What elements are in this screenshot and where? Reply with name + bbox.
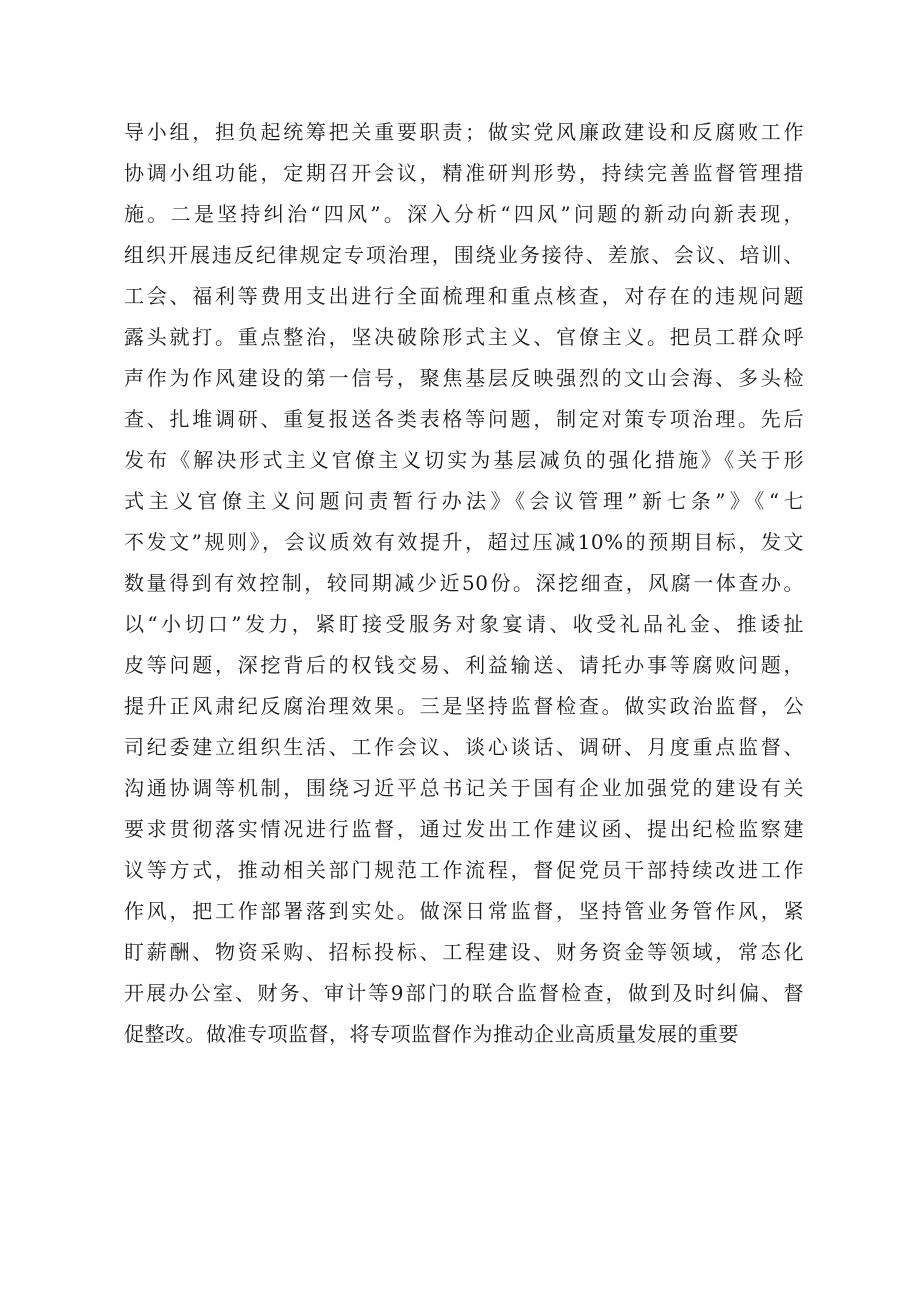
text-line: 组织开展违反纪律规定专项治理，围绕业务接待、差旅、会议、培训、 [124,243,804,267]
text-line: 工会、福利等费用支出进行全面梳理和重点核查，对存在的违规问题 [124,284,804,308]
text-line: 以“小切口”发力，紧盯接受服务对象宴请、收受礼品礼金、推诿扯 [124,612,804,636]
body-paragraph [124,112,804,1055]
text-line: 作风，把工作部署落到实处。做深日常监督，坚持管业务管作风，紧 [124,899,804,923]
text-line: 查、扎堆调研、重复报送各类表格等问题，制定对策专项治理。先后 [124,407,804,431]
text-line: 促整改。做准专项监督，将专项监督作为推动企业高质量发展的重要 [124,1022,739,1046]
text-line: 露头就打。重点整治，坚决破除形式主义、官僚主义。把员工群众呼 [124,325,804,349]
text-line: 声作为作风建设的第一信号，聚焦基层反映强烈的文山会海、多头检 [124,366,804,390]
text-line: 沟通协调等机制，围绕习近平总书记关于国有企业加强党的建设有关 [124,776,804,800]
text-line: 开展办公室、财务、审计等9部门的联合监督检查，做到及时纠偏、督 [124,981,804,1005]
text-line: 施。二是坚持纠治“四风”。深入分析“四风”问题的新动向新表现， [124,202,804,226]
text-line: 提升正风肃纪反腐治理效果。三是坚持监督检查。做实政治监督，公 [124,694,804,718]
text-line: 不发文”规则》，会议质效有效提升，超过压减10%的预期目标，发文 [124,530,804,554]
text-line: 盯薪酬、物资采购、招标投标、工程建设、财务资金等领域，常态化 [124,940,804,964]
text-line: 式主义官僚主义问题问责暂行办法》《会议管理”新七条”》《“七 [124,489,804,513]
text-line: 发布《解决形式主义官僚主义切实为基层减负的强化措施》《关于形 [124,448,804,472]
text-line: 数量得到有效控制，较同期减少近50份。深挖细查，风腐一体查办。 [124,571,804,595]
text-line: 议等方式，推动相关部门规范工作流程，督促党员干部持续改进工作 [124,858,804,882]
text-line: 皮等问题，深挖背后的权钱交易、利益输送、请托办事等腐败问题， [124,653,804,677]
text-line: 协调小组功能，定期召开会议，精准研判形势，持续完善监督管理措 [124,161,804,185]
text-line: 导小组，担负起统筹把关重要职责；做实党风廉政建设和反腐败工作 [124,120,804,144]
text-line: 司纪委建立组织生活、工作会议、谈心谈话、调研、月度重点监督、 [124,735,804,759]
text-line: 要求贯彻落实情况进行监督，通过发出工作建议函、提出纪检监察建 [124,817,804,841]
